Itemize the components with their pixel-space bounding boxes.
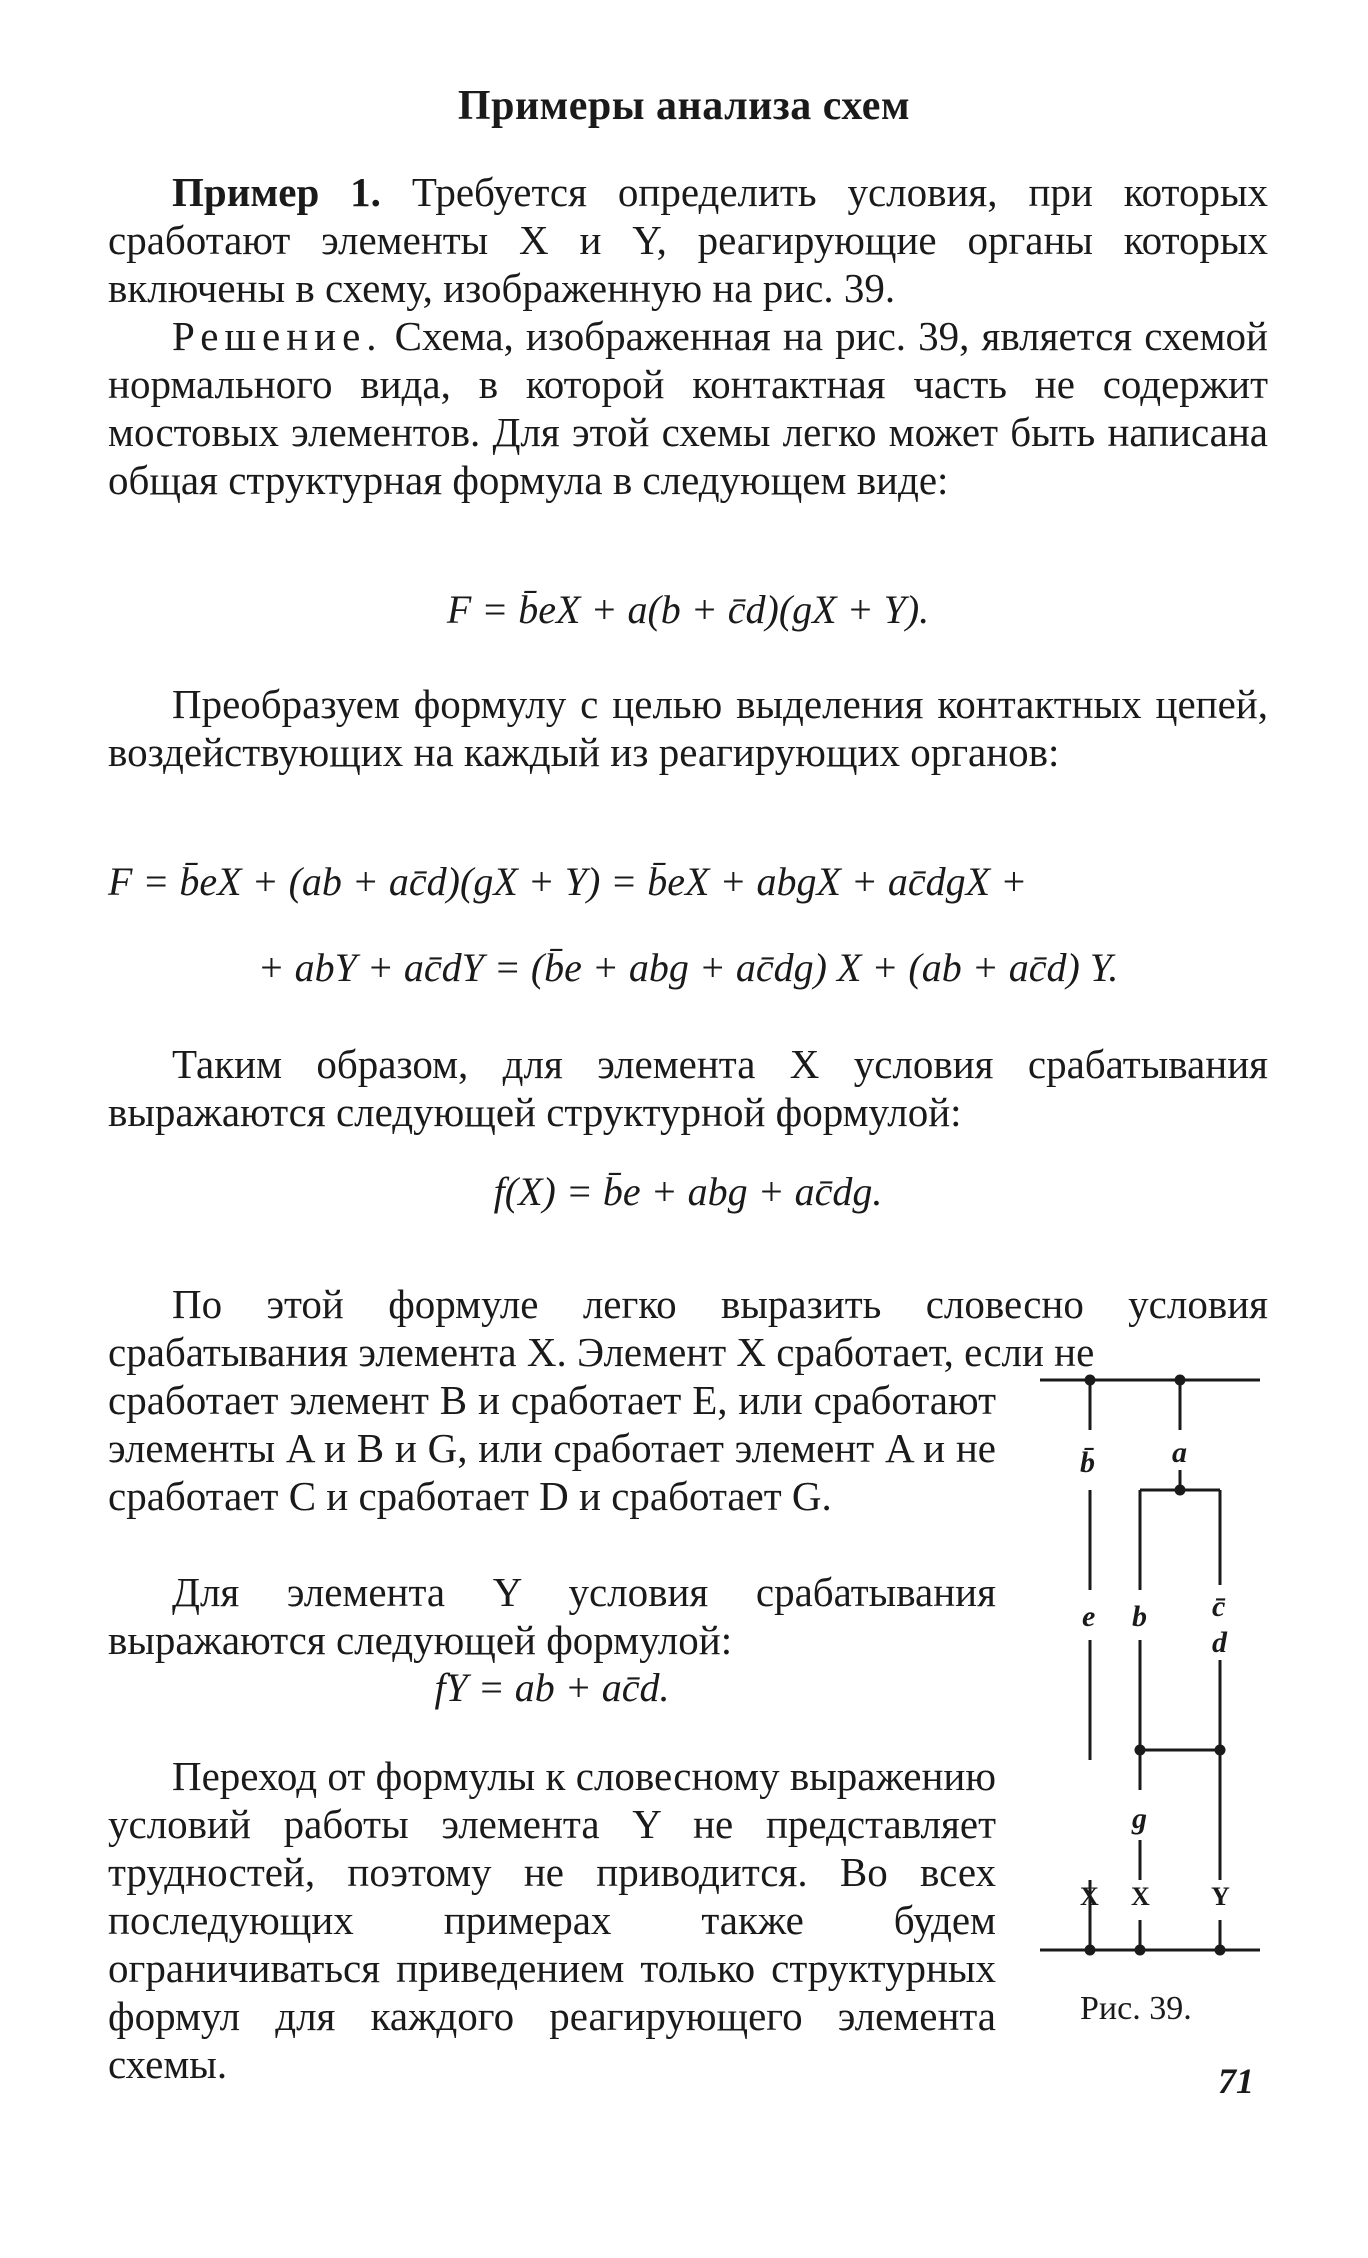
example-label: Пример 1. [172, 169, 381, 215]
formula-general: F = b̄eX + a(b + c̄d)(gX + Y). [446, 587, 930, 632]
element-x-text: Таким образом, для элемента X условия срабатывания выражаются следующей структурной формулой: [108, 1041, 1268, 1135]
formula-expanded-line-2: + abY + ac̄dY = (b̄e + abg + ac̄dg) X + (ab + ac̄d) Y. [257, 945, 1119, 990]
page-number: 71 [1218, 2061, 1254, 2101]
transform-paragraph [108, 680, 1268, 776]
contact-label-b: b [1132, 1600, 1147, 1633]
element-y-text: Для элемента Y условия срабатывания выражаются следующей формулой: [108, 1569, 996, 1663]
element-y-paragraph [108, 1568, 996, 1664]
solution-label: Решение. [172, 313, 383, 359]
contact-label-a: a [1172, 1436, 1187, 1469]
final-paragraph [108, 1752, 996, 2088]
formula-fy: fY = ab + ac̄d. [434, 1665, 670, 1710]
formula-fx: f(X) = b̄e + abg + ac̄dg. [493, 1169, 883, 1214]
contact-label-c-bar: c̄ [1212, 1590, 1226, 1623]
element-x-paragraph [108, 1040, 1268, 1136]
formula-expanded-line-1: F = b̄eX + (ab + ac̄d)(gX + Y) = b̄eX + abgX + ac̄dgX + [108, 859, 1028, 904]
relay-label-x-middle: X [1131, 1882, 1150, 1911]
junction-dot [1086, 1946, 1094, 1954]
section-heading: Примеры анализа схем [457, 83, 911, 129]
contact-label-b-bar: b̄ [1080, 1446, 1095, 1479]
solution-text: Схема, изображенная на рис. 39, является схемой нормального вида, в которой контактная часть не содержит мостовых элементов. Для этой схемы легко может быть написана общая структурная формула в следующем виде: [108, 313, 1268, 503]
example-text: Требуется определить условия, при которых сработают элементы X и Y, реагирующие органы которых включены в схему, изображенную на рис. 39. [108, 169, 1268, 311]
figure-caption: Рис. 39. [1080, 1990, 1192, 2027]
relay-label-y: Y [1211, 1882, 1230, 1911]
verbal-continuation-paragraph: сработает элемент B и сработает E, или сработают элементы A и B и G, или сработает элемент A и не сработает C и сработает D и сработает G. [108, 1377, 996, 1519]
solution-paragraph [108, 312, 1268, 504]
circuit-diagram-fig-39 [1030, 1360, 1270, 1980]
relay-label-x-left: X [1080, 1882, 1099, 1911]
contact-label-e: e [1082, 1600, 1096, 1633]
transform-text: Преобразуем формулу с целью выделения контактных цепей, воздействующих на каждый из реагирующих органов: [108, 681, 1268, 775]
contact-label-d: d [1212, 1626, 1227, 1659]
verbal-intro-text: По этой формуле легко выразить словесно условия срабатывания элемента X. Элемент X сработает, если не [108, 1281, 1268, 1375]
final-text: Переход от формулы к словесному выражению условий работы элемента Y не представляет трудностей, поэтому не приводится. Во всех последующих примерах также будем ограничиваться приведением только структурных формул для каждого реагирующего элемента схемы. [108, 1753, 996, 2087]
example-1-paragraph [108, 168, 1268, 312]
junction-dot [1216, 1946, 1224, 1954]
junction-dot [1136, 1946, 1144, 1954]
contact-label-g: g [1132, 1802, 1147, 1835]
